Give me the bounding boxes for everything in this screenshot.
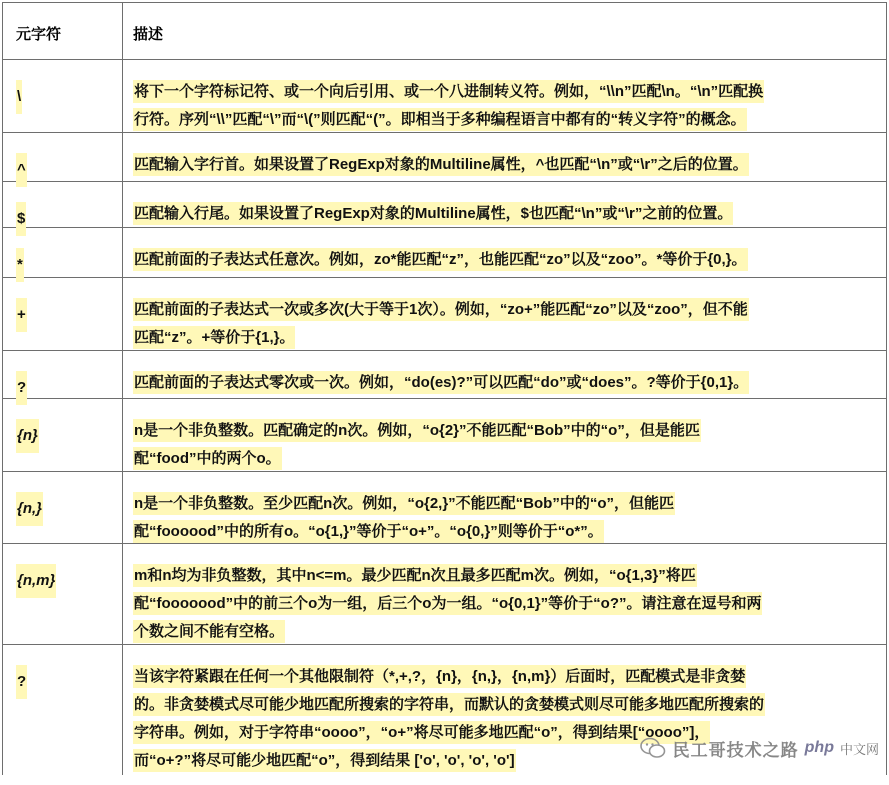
desc-line: 匹配前面的子表达式一次或多次(大于等于1次）。例如，“zo+”能匹配“zo”以及“zoo”，但不能 [133, 298, 749, 321]
desc-line: 的。非贪婪模式尽可能少地匹配所搜索的字符串，而默认的贪婪模式则尽可能多地匹配所搜索的 [133, 693, 765, 716]
watermark-text: 民工哥技术之路 [672, 740, 799, 760]
watermark [639, 733, 879, 763]
table-header-row [3, 3, 886, 60]
desc-line: 行符。序列“\\”匹配“\”而“\(”则匹配“(”。即相当于多种编程语言中都有的“转义字符”的概念。 [133, 108, 747, 131]
php-logo: php [804, 739, 834, 756]
metachar-cell: ^ [16, 153, 27, 187]
desc-line: 配“foooood”中的所有o。“o{1,}”等价于“o+”。“o{0,}”则等价于“o*”。 [133, 520, 604, 543]
desc-line: n是一个非负整数。匹配确定的n次。例如，“o{2}”不能匹配“Bob”中的“o”，但是能匹 [133, 419, 701, 442]
desc-line: n是一个非负整数。至少匹配n次。例如，“o{2,}”不能匹配“Bob”中的“o”，但能匹 [133, 492, 675, 515]
desc-line: 配“food”中的两个o。 [133, 447, 282, 470]
table-row [3, 228, 886, 278]
desc-line: 当该字符紧跟在任何一个其他限制符（*,+,?，{n}，{n,}，{n,m}）后面时，匹配模式是非贪婪 [133, 665, 746, 688]
table-row [3, 399, 886, 472]
desc-line: 而“o+?”将尽可能少地匹配“o”，得到结果 ['o', 'o', 'o', 'o'] [133, 749, 516, 772]
desc-line: 匹配输入行尾。如果设置了RegExp对象的Multiline属性，$也匹配“\n”或“\r”之前的位置。 [133, 202, 733, 225]
metachar-cell: + [16, 298, 27, 332]
desc-line: 匹配输入字行首。如果设置了RegExp对象的Multiline属性，^也匹配“\n”或“\r”之后的位置。 [133, 153, 749, 176]
table-row [3, 182, 886, 228]
table-row [3, 351, 886, 399]
regex-metachar-table [2, 2, 887, 775]
metachar-cell: {n} [16, 419, 39, 453]
table-row [3, 60, 886, 133]
table-row [3, 133, 886, 182]
header-description: 描述 [133, 26, 164, 43]
metachar-cell: \ [16, 80, 22, 114]
watermark-site: 中文网 [839, 741, 879, 757]
desc-line: 匹配“z”。+等价于{1,}。 [133, 326, 295, 349]
desc-line: 匹配前面的子表达式零次或一次。例如，“do(es)?”可以匹配“do”或“does”。?等价于{0,1}。 [133, 371, 749, 394]
header-metachar: 元字符 [3, 3, 123, 59]
metachar-cell: $ [16, 202, 26, 236]
desc-line: 字符串。例如，对于字符串“oooo”，“o+”将尽可能多地匹配“o”，得到结果[“oooo”]， [133, 721, 710, 744]
desc-line: 匹配前面的子表达式任意次。例如，zo*能匹配“z”，也能匹配“zo”以及“zoo”。*等价于{0,}。 [133, 248, 748, 271]
metachar-cell: ? [16, 371, 27, 405]
table-row [3, 472, 886, 544]
desc-line: 配“fooooood”中的前三个o为一组，后三个o为一组。“o{0,1}”等价于“o?”。请注意在逗号和两 [133, 592, 762, 615]
desc-line: 将下一个字符标记符、或一个向后引用、或一个八进制转义符。例如，“\\n”匹配\n。“\n”匹配换 [133, 80, 764, 103]
wechat-icon [639, 734, 667, 762]
table-row [3, 544, 886, 645]
metachar-cell: * [16, 248, 24, 282]
metachar-cell: {n,m} [16, 564, 56, 598]
metachar-cell: {n,} [16, 492, 43, 526]
desc-line: 个数之间不能有空格。 [133, 620, 285, 643]
metachar-cell: ? [16, 665, 27, 699]
desc-line: m和n均为非负整数，其中n<=m。最少匹配n次且最多匹配m次。例如，“o{1,3}”将匹 [133, 564, 697, 587]
table-row [3, 278, 886, 351]
